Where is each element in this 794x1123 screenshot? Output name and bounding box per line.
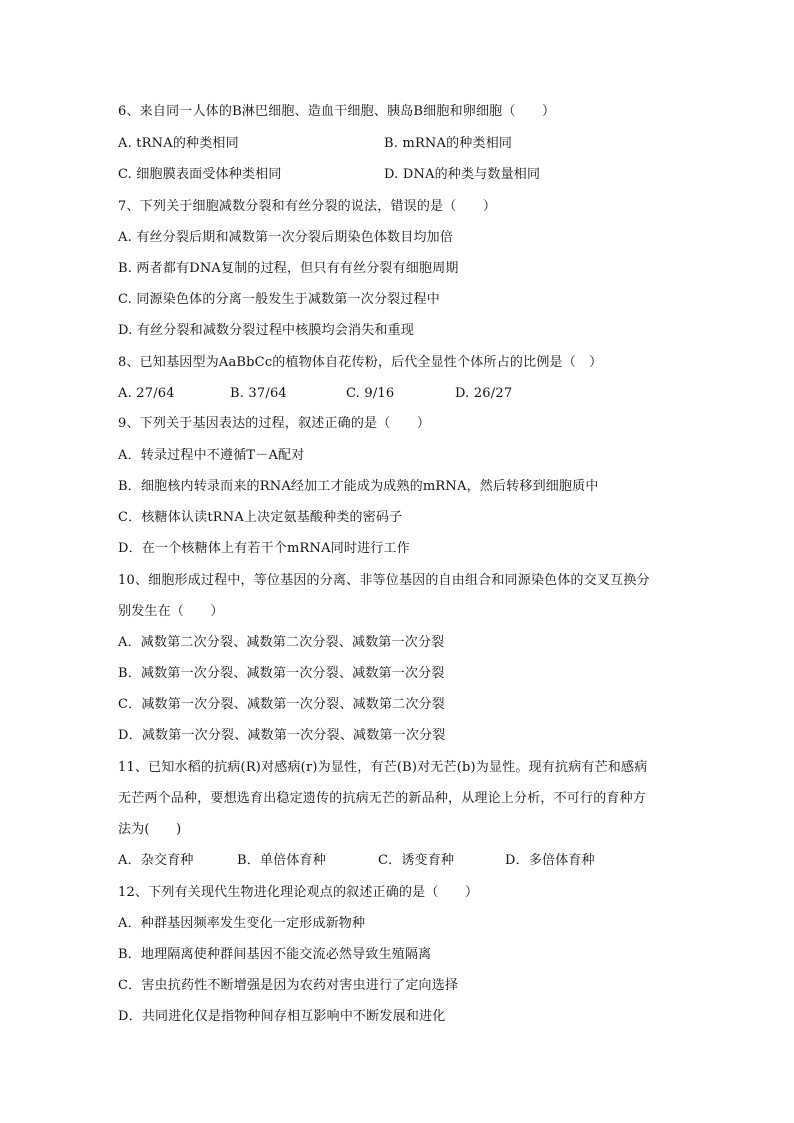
q6-option-d: D. DNA的种类与数量相同 bbox=[384, 167, 541, 182]
q7-option-a: A. 有丝分裂后期和减数第一次分裂后期染色体数目均加倍 bbox=[118, 230, 454, 245]
q8-stem: 8、已知基因型为AaBbCc的植物体自花传粉，后代全显性个体所占的比例是（ ） bbox=[118, 355, 603, 370]
q12-option-d: D．共同进化仅是指物种间存相互影响中不断发展和进化 bbox=[118, 1009, 446, 1024]
q9-option-b: B．细胞核内转录而来的RNA经加工才能成为成熟的mRNA，然后转移到细胞质中 bbox=[118, 479, 599, 494]
q12-option-c: C．害虫抗药性不断增强是因为农药对害虫进行了定向选择 bbox=[118, 978, 459, 993]
q9-stem: 9、下列关于基因表达的过程，叙述正确的是（ ） bbox=[118, 416, 431, 431]
q9-option-a: A．转录过程中不遵循T－A配对 bbox=[118, 448, 305, 463]
q8-option-c: C. 9/16 bbox=[346, 386, 395, 401]
q12-option-b: B．地理隔离使种群间基因不能交流必然导致生殖隔离 bbox=[118, 947, 432, 962]
q12-stem: 12、下列有关现代生物进化理论观点的叙述正确的是（ ） bbox=[118, 885, 479, 900]
q7-option-c: C. 同源染色体的分离一般发生于减数第一次分裂过程中 bbox=[118, 292, 440, 307]
q9-option-c: C．核糖体认读tRNA上决定氨基酸种类的密码子 bbox=[118, 510, 403, 525]
q8-option-d: D. 26/27 bbox=[455, 386, 513, 401]
q10-stem-line2: 别发生在（ ） bbox=[118, 604, 224, 619]
q6-option-a: A. tRNA的种类相同 bbox=[118, 136, 239, 151]
q10-option-a: A．减数第二次分裂、减数第二次分裂、减数第一次分裂 bbox=[118, 635, 445, 650]
q12-option-a: A．种群基因频率发生变化一定形成新物种 bbox=[118, 916, 366, 931]
q7-stem: 7、下列关于细胞减数分裂和有丝分裂的说法，错误的是（ ） bbox=[118, 199, 497, 214]
q11-option-d: D．多倍体育种 bbox=[505, 853, 595, 868]
q11-stem-line1: 11、已知水稻的抗病(R)对感病(r)为显性，有芒(B)对无芒(b)为显性。现有抗病有芒和感病 bbox=[118, 760, 648, 775]
q8-option-a: A. 27/64 bbox=[118, 386, 175, 401]
q11-option-c: C．诱变育种 bbox=[378, 853, 455, 868]
q6-option-c: C. 细胞膜表面受体种类相同 bbox=[118, 167, 282, 182]
q10-option-c: C．减数第一次分裂、减数第一次分裂、减数第二次分裂 bbox=[118, 697, 445, 712]
q10-option-d: D．减数第一次分裂、减数第一次分裂、减数第一次分裂 bbox=[118, 728, 446, 743]
q9-option-d: D．在一个核糖体上有若干个mRNA同时进行工作 bbox=[118, 541, 410, 556]
q7-option-d: D. 有丝分裂和减数分裂过程中核膜均会消失和重现 bbox=[118, 323, 415, 338]
q11-stem-line3: 法为( ) bbox=[118, 822, 182, 837]
q7-option-b: B. 两者都有DNA复制的过程，但只有有丝分裂有细胞周期 bbox=[118, 261, 459, 276]
q6-option-b: B. mRNA的种类相同 bbox=[384, 136, 513, 151]
q10-stem-line1: 10、细胞形成过程中，等位基因的分离、非等位基因的自由组合和同源染色体的交叉互换分 bbox=[118, 573, 650, 588]
q10-option-b: B．减数第一次分裂、减数第一次分裂、减数第一次分裂 bbox=[118, 666, 445, 681]
q11-stem-line2: 无芒两个品种，要想选育出稳定遗传的抗病无芒的新品种，从理论上分析，不可行的育种方 bbox=[118, 791, 647, 806]
q6-stem: 6、来自同一人体的B淋巴细胞、造血干细胞、胰岛B细胞和卵细胞（ ） bbox=[118, 104, 556, 119]
q11-option-a: A．杂交育种 bbox=[118, 853, 194, 868]
q8-option-b: B. 37/64 bbox=[230, 386, 287, 401]
q11-option-b: B．单倍体育种 bbox=[237, 853, 326, 868]
